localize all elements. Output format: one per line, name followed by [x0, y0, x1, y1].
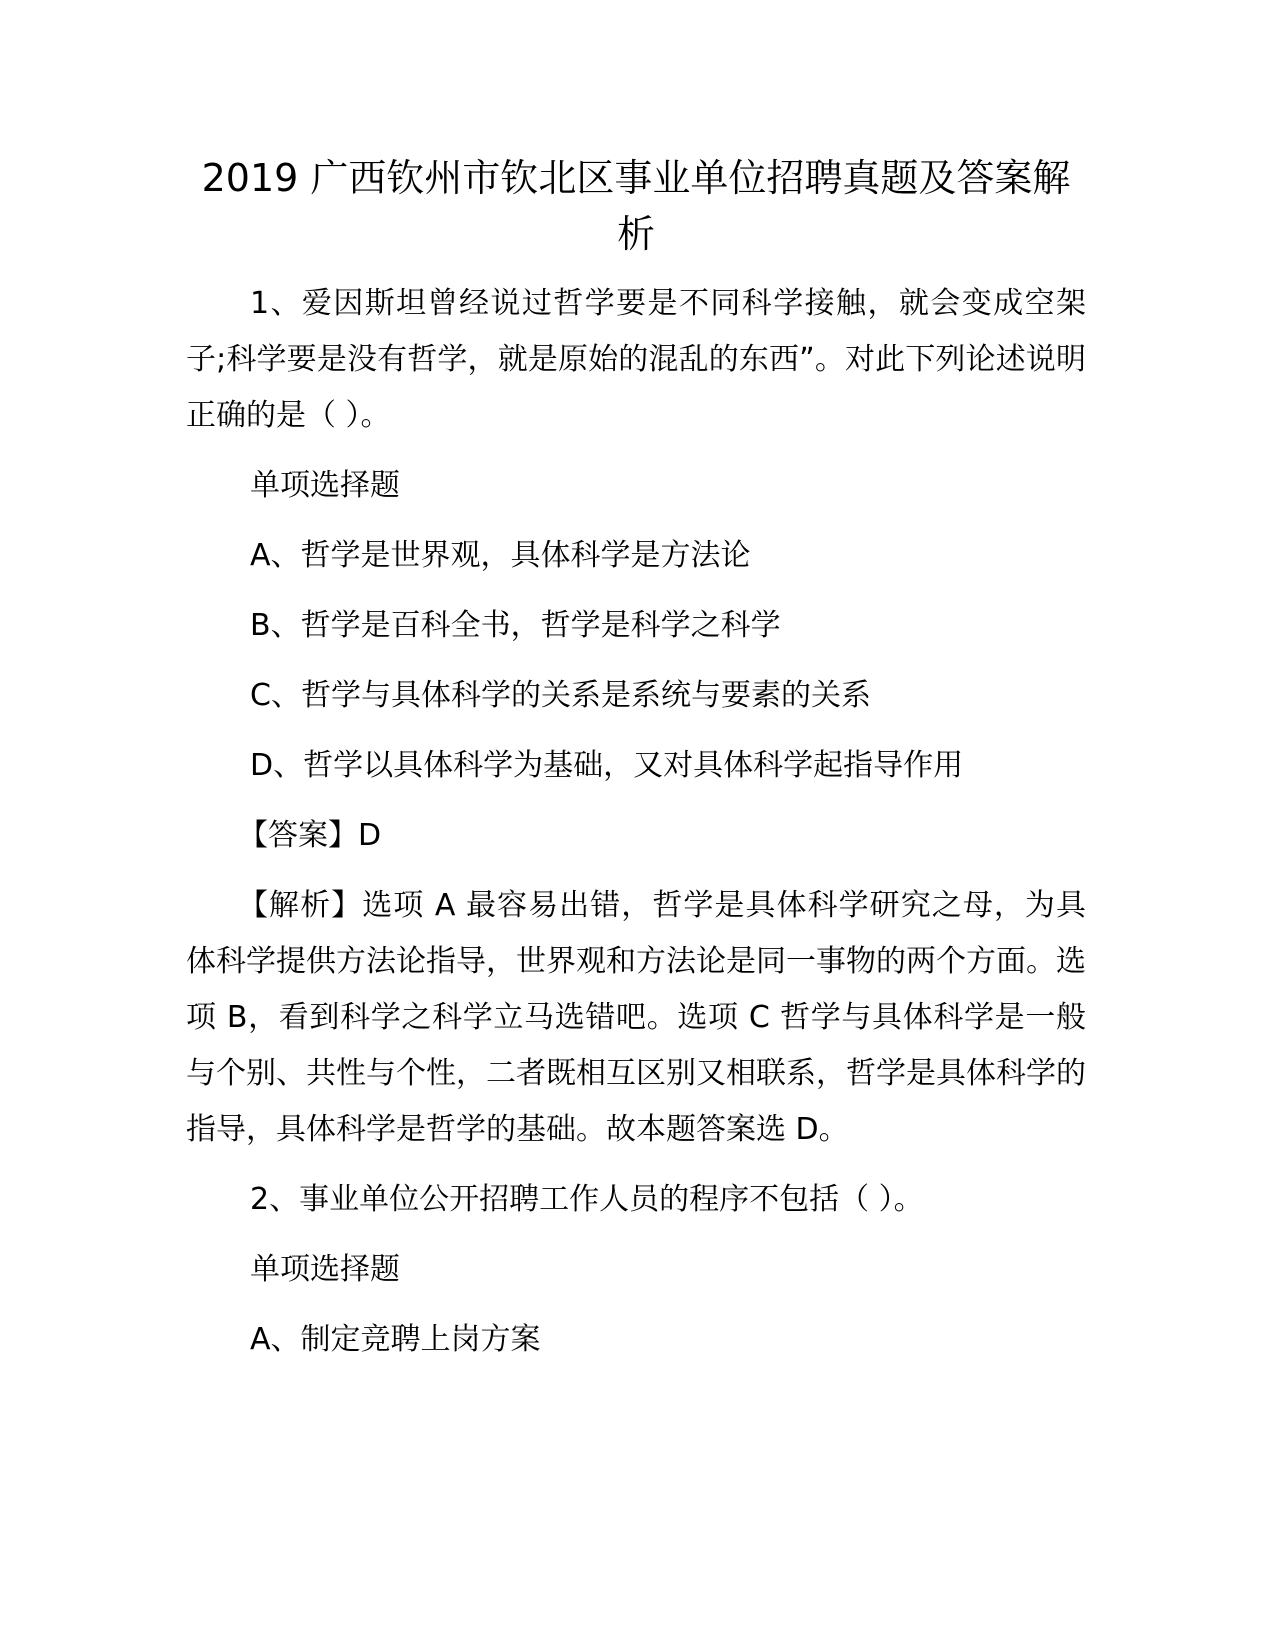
question-1-option-c: C、哲学与具体科学的关系是系统与要素的关系	[250, 678, 871, 713]
question-1-option-d: D、哲学以具体科学为基础，又对具体科学起指导作用	[250, 748, 964, 783]
question-2-option-a: A、制定竞聘上岗方案	[250, 1322, 541, 1357]
question-1-type: 单项选择题	[250, 468, 400, 503]
question-2-type: 单项选择题	[250, 1252, 400, 1287]
question-1-stem: 1、爱因斯坦曾经说过哲学要是不同科学接触，就会变成空架子;科学要是没有哲学，就是原始的混乱的东西”。对此下列论述说明正确的是（ ）。	[186, 286, 1086, 433]
question-2-stem: 2、事业单位公开招聘工作人员的程序不包括（ ）。	[250, 1182, 924, 1217]
question-1-option-a: A、哲学是世界观，具体科学是方法论	[250, 538, 751, 573]
document-page	[186, 150, 1086, 1368]
question-1-answer: 【答案】D	[238, 818, 382, 853]
question-1-option-b: B、哲学是百科全书，哲学是科学之科学	[250, 608, 781, 643]
question-1-analysis: 【解析】选项 A 最容易出错，哲学是具体科学研究之母，为具体科学提供方法论指导，世界观和方法论是同一事物的两个方面。选项 B，看到科学之科学立马选错吧。选项 C 哲学与具体科学是一般与个别、共性与个性，二者既相互区别又相联系，哲学是具体科学的指导，具体科学是哲学的基础。故本题答案选 D。	[186, 888, 1086, 1147]
document-title: 2019 广西钦州市钦北区事业单位招聘真题及答案解析	[201, 156, 1071, 256]
